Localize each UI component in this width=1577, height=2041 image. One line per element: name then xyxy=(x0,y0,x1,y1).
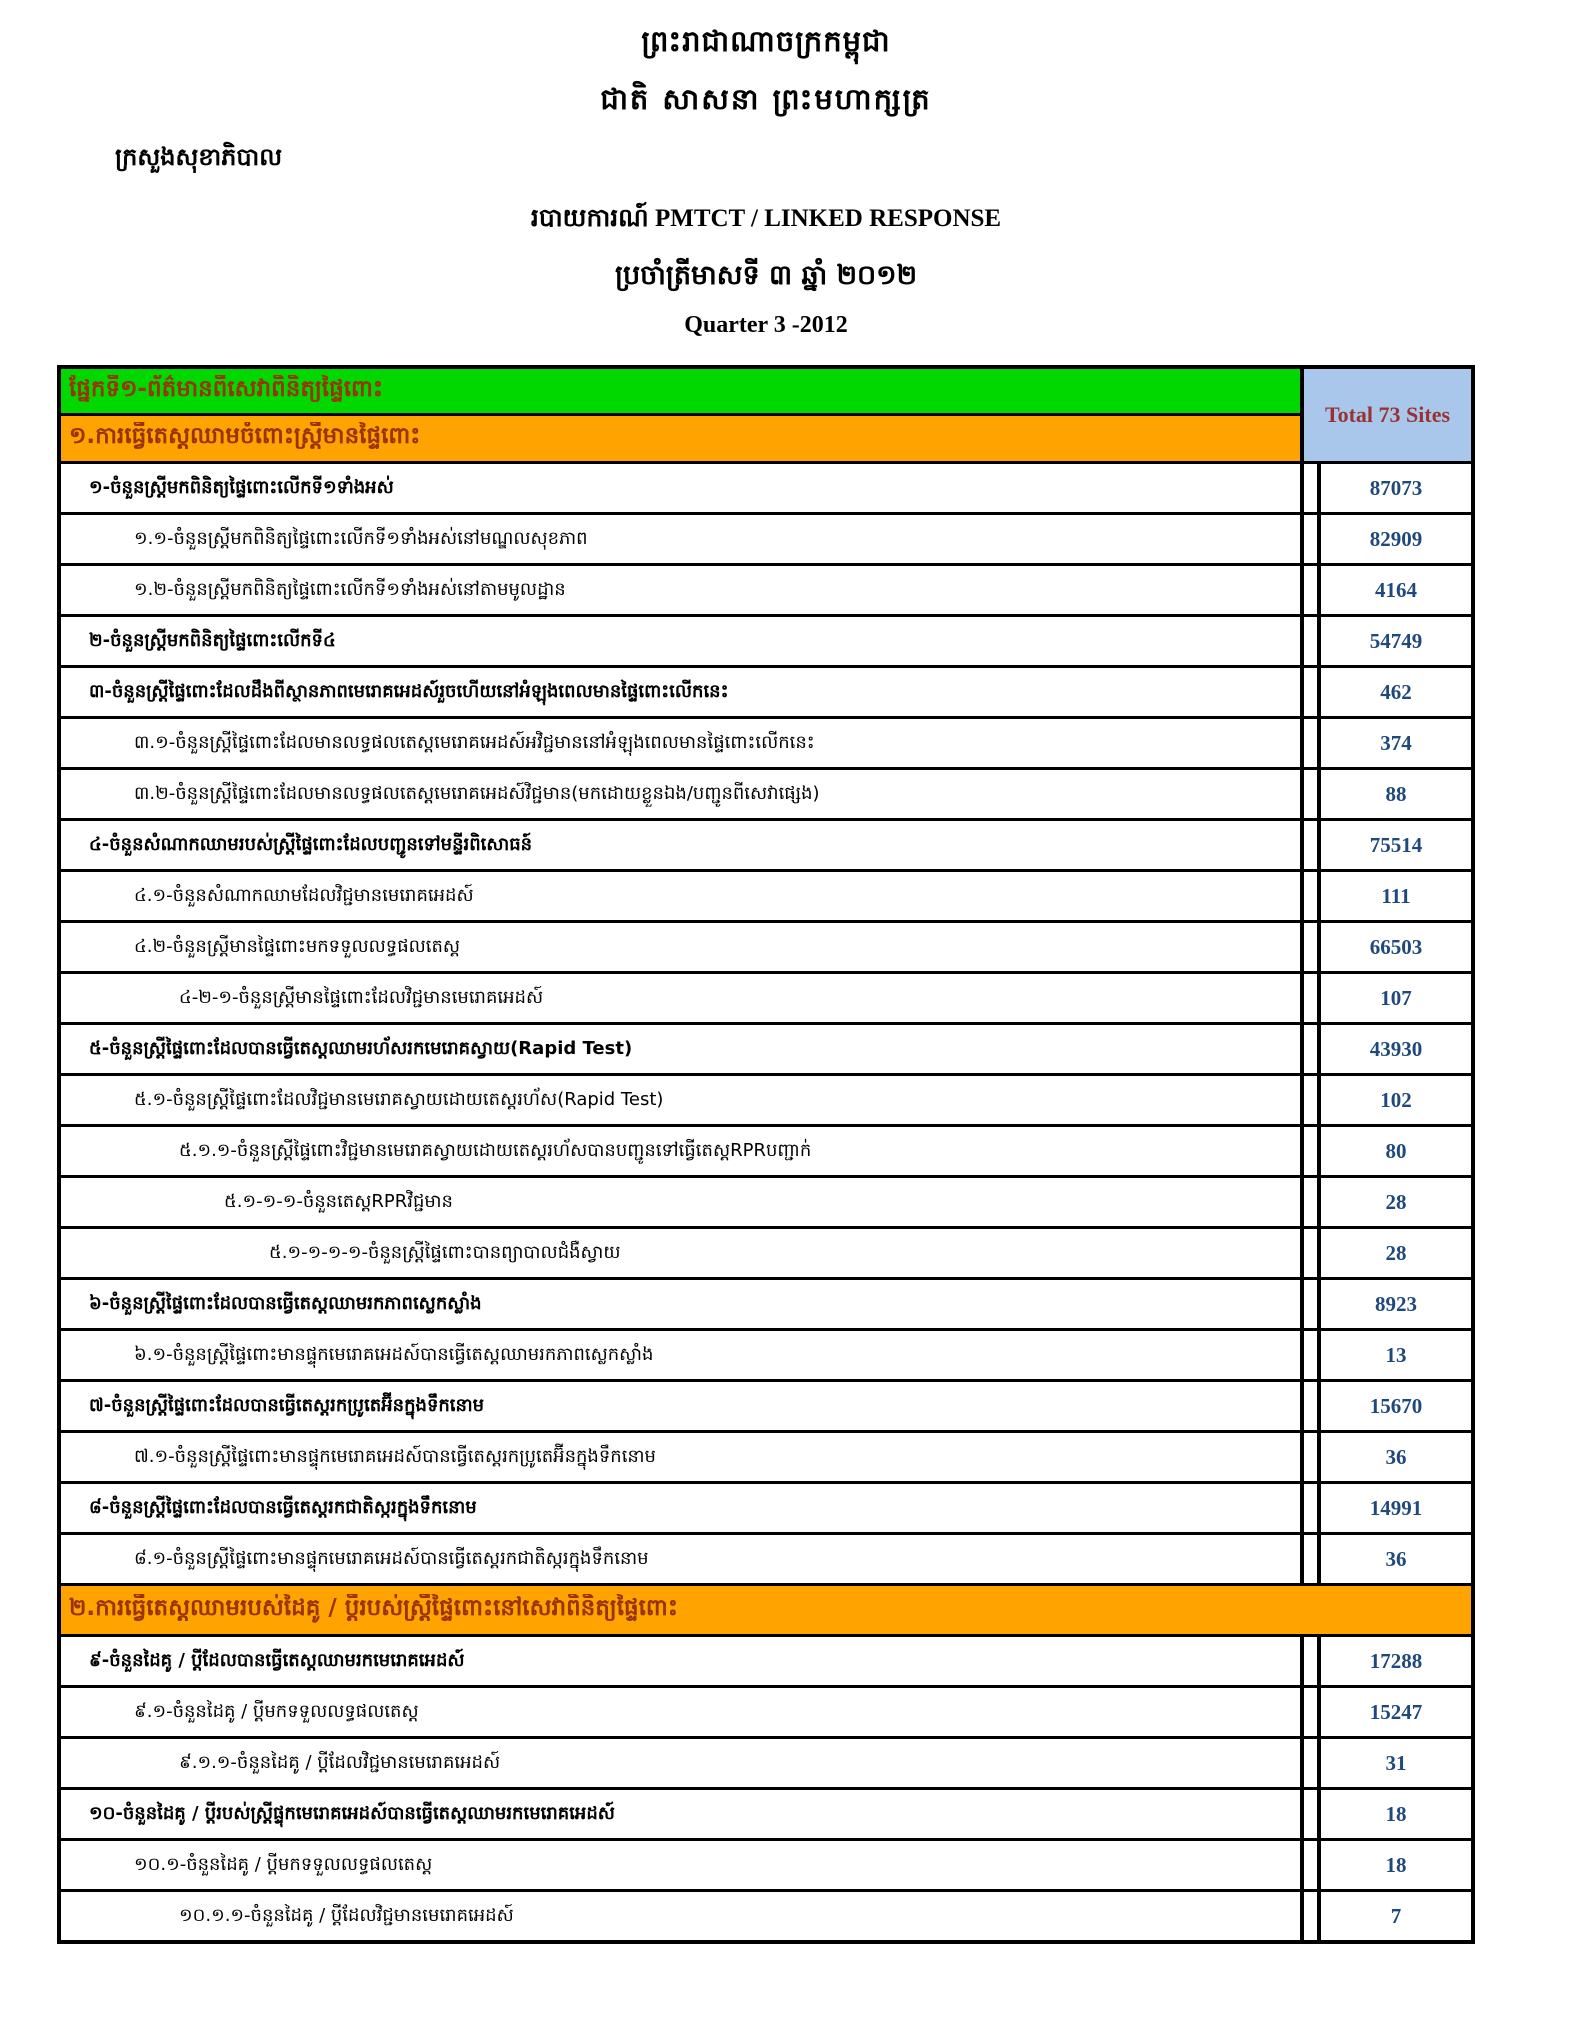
row-label: ៤-ចំនួនសំណាកឈាមរបស់ស្ត្រីផ្ទៃពោះដែលបញ្ជូនទៅមន្ទីរពិសោធន៍ xyxy=(61,821,1304,869)
row-label: ៣.២-ចំនួនស្ត្រីផ្ទៃពោះដែលមានលទ្ធផលតេស្តមេរោគអេដស៍វិជ្ជមាន(មកដោយខ្លួនឯង/បញ្ជូនពីសេវាផ្សេង) xyxy=(61,770,1304,818)
row-label: ៨.១-ចំនួនស្ត្រីផ្ទៃពោះមានផ្ទុកមេរោគអេដស៍បានធ្វើតេស្តរកជាតិស្ករក្នុងទឹកនោម xyxy=(61,1535,1304,1583)
column-gutter xyxy=(1304,1076,1317,1124)
table-row xyxy=(61,767,1471,818)
column-gutter xyxy=(1304,821,1317,869)
row-label: ៦.១-ចំនួនស្ត្រីផ្ទៃពោះមានផ្ទុកមេរោគអេដស៍បានធ្វើតេស្តឈាមរកភាពស្លេកស្លាំង xyxy=(61,1331,1304,1379)
kingdom-motto-line1: ព្រះរាជាណាចក្រកម្ពុជា xyxy=(641,24,891,58)
column-gutter xyxy=(1304,872,1317,920)
column-gutter xyxy=(1304,1484,1317,1532)
table-row xyxy=(61,614,1471,665)
column-gutter xyxy=(1304,1739,1317,1787)
row-value: 17288 xyxy=(1317,1637,1471,1685)
row-value: 18 xyxy=(1317,1841,1471,1889)
table-row xyxy=(61,971,1471,1022)
column-gutter xyxy=(1304,1178,1317,1226)
row-value: 28 xyxy=(1317,1178,1471,1226)
table-row xyxy=(61,1226,1471,1277)
table-header-left xyxy=(61,369,1304,461)
column-gutter xyxy=(1304,1025,1317,1073)
row-value: 82909 xyxy=(1317,515,1471,563)
row-label: ៥-ចំនួនស្ត្រីផ្ទៃពោះដែលបានធ្វើតេស្តឈាមរហ័សរកមេរោគស្វាយ(Rapid Test) xyxy=(61,1025,1304,1073)
column-gutter xyxy=(1304,668,1317,716)
kingdom-motto-line2: ជាតិ សាសនា ព្រះមហាក្សត្រ xyxy=(600,82,932,116)
row-label: ៥.១-១-១-១-ចំនួនស្ត្រីផ្ទៃពោះបានព្យាបាលជំងឺស្វាយ xyxy=(61,1229,1304,1277)
table-row xyxy=(61,1889,1471,1940)
row-value: 75514 xyxy=(1317,821,1471,869)
column-gutter xyxy=(1304,923,1317,971)
table-body xyxy=(61,461,1471,1940)
row-label: ៣-ចំនួនស្ត្រីផ្ទៃពោះដែលដឹងពីស្ថានភាពមេរោគអេដស៍រួចហើយនៅអំឡុងពេលមានផ្ទៃពោះលើកនេះ xyxy=(61,668,1304,716)
table-row xyxy=(61,1583,1471,1634)
table-row xyxy=(61,818,1471,869)
table-row xyxy=(61,869,1471,920)
row-label: ២-ចំនួនស្ត្រីមកពិនិត្យផ្ទៃពោះលើកទី៤ xyxy=(61,617,1304,665)
row-value: 87073 xyxy=(1317,464,1471,512)
table-row xyxy=(61,1277,1471,1328)
row-label: ៨-ចំនួនស្ត្រីផ្ទៃពោះដែលបានធ្វើតេស្តរកជាតិស្ករក្នុងទឹកនោម xyxy=(61,1484,1304,1532)
row-label: ៤.១-ចំនួនសំណាកឈាមដែលវិជ្ជមានមេរោគអេដស៍ xyxy=(61,872,1304,920)
section1-header-row xyxy=(61,416,1300,461)
column-gutter xyxy=(1304,1790,1317,1838)
row-value: 80 xyxy=(1317,1127,1471,1175)
column-gutter xyxy=(1304,464,1317,512)
row-label: ៧-ចំនួនស្ត្រីផ្ទៃពោះដែលបានធ្វើតេស្តរកប្រូតេអ៊ីនក្នុងទឹកនោម xyxy=(61,1382,1304,1430)
row-value: 7 xyxy=(1317,1892,1471,1940)
report-title: របាយការណ៍ PMTCT / LINKED RESPONSE xyxy=(530,205,1002,232)
row-value: 462 xyxy=(1317,668,1471,716)
section2-title-label: ២.ការធ្វើតេស្តឈាមរបស់ដៃគូ / ប្តីរបស់ស្ត្រីផ្ទៃពោះនៅសេវាពិនិត្យផ្ទៃពោះ xyxy=(69,1594,678,1621)
row-value: 28 xyxy=(1317,1229,1471,1277)
row-label: ១.១-ចំនួនស្ត្រីមកពិនិត្យផ្ទៃពោះលើកទី១ទាំងអស់នៅមណ្ឌលសុខភាព xyxy=(61,515,1304,563)
pmtct-report-table xyxy=(57,365,1475,1944)
row-value: 36 xyxy=(1317,1433,1471,1481)
row-value: 111 xyxy=(1317,872,1471,920)
table-row xyxy=(61,1073,1471,1124)
table-row xyxy=(61,563,1471,614)
column-gutter xyxy=(1304,1280,1317,1328)
row-label: ១-ចំនួនស្ត្រីមកពិនិត្យផ្ទៃពោះលើកទី១ទាំងអស់ xyxy=(61,464,1304,512)
column-gutter xyxy=(1304,1382,1317,1430)
table-row xyxy=(61,1787,1471,1838)
table-row xyxy=(61,1838,1471,1889)
row-label: ៦-ចំនួនស្ត្រីផ្ទៃពោះដែលបានធ្វើតេស្តឈាមរកភាពស្លេកស្លាំង xyxy=(61,1280,1304,1328)
column-gutter xyxy=(1304,617,1317,665)
row-value: 31 xyxy=(1317,1739,1471,1787)
row-label: ១០.១.១-ចំនួនដៃគូ / ប្តីដែលវិជ្ជមានមេរោគអេដស៍ xyxy=(61,1892,1304,1940)
table-row xyxy=(61,512,1471,563)
part1-header-label: ផ្នែកទី១-ព័ត៌មានពីសេវាពិនិត្យផ្ទៃពោះ xyxy=(69,375,384,402)
row-value: 36 xyxy=(1317,1535,1471,1583)
row-value: 43930 xyxy=(1317,1025,1471,1073)
row-value: 14991 xyxy=(1317,1484,1471,1532)
row-value: 107 xyxy=(1317,974,1471,1022)
row-value: 13 xyxy=(1317,1331,1471,1379)
column-gutter xyxy=(1304,1535,1317,1583)
total-sites-cell: Total 73 Sites xyxy=(1304,369,1471,461)
table-row xyxy=(61,1328,1471,1379)
row-label: ៥.១-១-១-ចំនួនតេស្តRPRវិជ្ជមាន xyxy=(61,1178,1304,1226)
row-label: ១០-ចំនួនដៃគូ / ប្តីរបស់ស្ត្រីផ្ទុកមេរោគអេដស៍បានធ្វើតេស្តឈាមរកមេរោគអេដស៍ xyxy=(61,1790,1304,1838)
report-page xyxy=(57,0,1475,1944)
row-label: ៤-២-១-ចំនួនស្ត្រីមានផ្ទៃពោះដែលវិជ្ជមានមេរោគអេដស៍ xyxy=(61,974,1304,1022)
part1-header-row xyxy=(61,369,1300,416)
table-row xyxy=(61,920,1471,971)
column-gutter xyxy=(1304,1127,1317,1175)
quarter-khmer: ប្រចាំត្រីមាសទី ៣ ឆ្នាំ ២០១២ xyxy=(614,260,918,291)
row-label: ៩.១.១-ចំនួនដៃគូ / ប្តីដែលវិជ្ជមានមេរោគអេដស៍ xyxy=(61,1739,1304,1787)
column-gutter xyxy=(1304,1688,1317,1736)
row-value: 66503 xyxy=(1317,923,1471,971)
row-value: 18 xyxy=(1317,1790,1471,1838)
row-label: ៧.១-ចំនួនស្ត្រីផ្ទៃពោះមានផ្ទុកមេរោគអេដស៍បានធ្វើតេស្តរកប្រូតេអ៊ីនក្នុងទឹកនោម xyxy=(61,1433,1304,1481)
column-gutter xyxy=(1304,1892,1317,1940)
column-gutter xyxy=(1304,1331,1317,1379)
row-value: 8923 xyxy=(1317,1280,1471,1328)
row-value: 102 xyxy=(1317,1076,1471,1124)
column-gutter xyxy=(1304,770,1317,818)
column-gutter xyxy=(1304,1433,1317,1481)
table-row xyxy=(61,1022,1471,1073)
table-row xyxy=(61,716,1471,767)
table-row xyxy=(61,1685,1471,1736)
column-gutter xyxy=(1304,1229,1317,1277)
ministry-name: ក្រសួងសុខាភិបាល xyxy=(115,143,283,171)
row-label: ៩-ចំនួនដៃគូ / ប្តីដែលបានធ្វើតេស្តឈាមរកមេរោគអេដស៍ xyxy=(61,1637,1304,1685)
table-row xyxy=(61,1430,1471,1481)
row-value: 88 xyxy=(1317,770,1471,818)
row-value: 4164 xyxy=(1317,566,1471,614)
row-value: 54749 xyxy=(1317,617,1471,665)
row-value: 15247 xyxy=(1317,1688,1471,1736)
row-label: ១០.១-ចំនួនដៃគូ / ប្តីមកទទួលលទ្ធផលតេស្ត xyxy=(61,1841,1304,1889)
table-row xyxy=(61,1124,1471,1175)
row-value: 15670 xyxy=(1317,1382,1471,1430)
column-gutter xyxy=(1304,566,1317,614)
section1-title-label: ១.ការធ្វើតេស្តឈាមចំពោះស្ត្រីមានផ្ទៃពោះ xyxy=(69,423,421,449)
column-gutter xyxy=(1304,1841,1317,1889)
row-value: 374 xyxy=(1317,719,1471,767)
table-header xyxy=(61,369,1471,461)
table-row xyxy=(61,665,1471,716)
table-row xyxy=(61,461,1471,512)
row-label: ៤.២-ចំនួនស្ត្រីមានផ្ទៃពោះមកទទួលលទ្ធផលតេស្ត xyxy=(61,923,1304,971)
table-row xyxy=(61,1532,1471,1583)
table-row xyxy=(61,1634,1471,1685)
table-row xyxy=(61,1481,1471,1532)
column-gutter xyxy=(1304,515,1317,563)
column-gutter xyxy=(1304,1637,1317,1685)
quarter-english: Quarter 3 -2012 xyxy=(684,312,848,338)
table-row xyxy=(61,1379,1471,1430)
row-label: ៥.១.១-ចំនួនស្ត្រីផ្ទៃពោះវិជ្ជមានមេរោគស្វាយដោយតេស្តរហ័សបានបញ្ជូនទៅធ្វើតេស្តRPRបញ្ជាក់ xyxy=(61,1127,1304,1175)
column-gutter xyxy=(1304,719,1317,767)
row-label: ៥.១-ចំនួនស្ត្រីផ្ទៃពោះដែលវិជ្ជមានមេរោគស្វាយដោយតេស្តរហ័ស(Rapid Test) xyxy=(61,1076,1304,1124)
row-label: ៣.១-ចំនួនស្ត្រីផ្ទៃពោះដែលមានលទ្ធផលតេស្តមេរោគអេដស៍អវិជ្ជមាននៅអំឡុងពេលមានផ្ទៃពោះលើកនេះ xyxy=(61,719,1304,767)
row-label: ៩.១-ចំនួនដៃគូ / ប្តីមកទទួលលទ្ធផលតេស្ត xyxy=(61,1688,1304,1736)
column-gutter xyxy=(1304,974,1317,1022)
table-row xyxy=(61,1736,1471,1787)
table-row xyxy=(61,1175,1471,1226)
row-label: ១.២-ចំនួនស្ត្រីមកពិនិត្យផ្ទៃពោះលើកទី១ទាំងអស់នៅតាមមូលដ្ឋាន xyxy=(61,566,1304,614)
